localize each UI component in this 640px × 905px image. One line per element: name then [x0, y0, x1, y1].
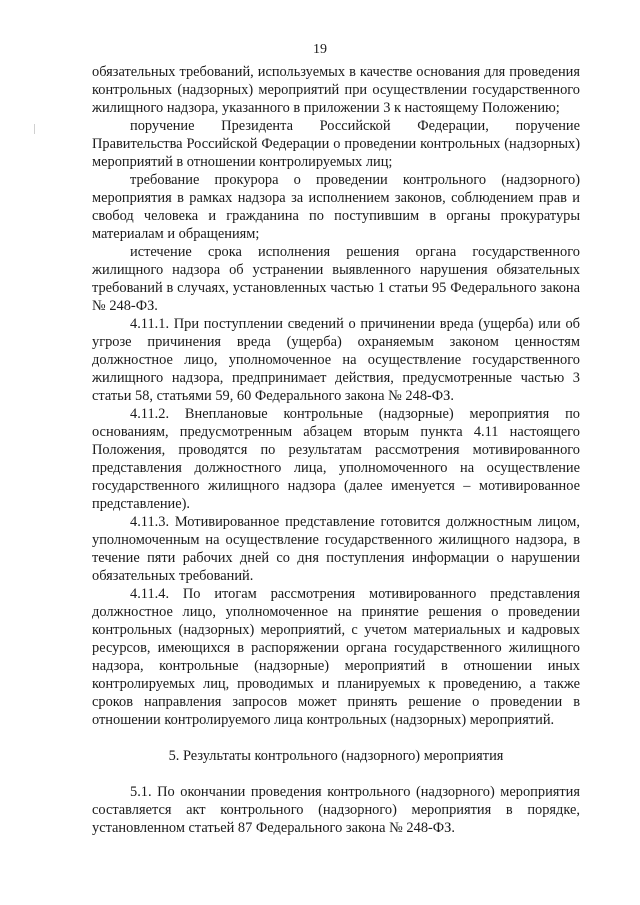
paragraph-4-11-3: 4.11.3. Мотивированное представление готовится должностным лицом, уполномоченным на осуществление государственного жилищного надзора, в течение пяти рабочих дней со дня поступления информации о нарушении обязательных требований.: [92, 514, 580, 584]
section-heading: 5. Результаты контрольного (надзорного) мероприятия: [168, 748, 504, 764]
document-body: [92, 63, 580, 837]
paragraph-4-11-4: 4.11.4. По итогам рассмотрения мотивированного представления должностное лицо, уполномоченное на принятие решения о проведении контрольных (надзорных) мероприятий, с учетом материальных и кадровых ресурсов, имеющихся в распоряжении органа государственного жилищного надзора, контрольные (надзорные) мероприятий в отношении иных контролируемых лиц, проводимых и планируемых к проведению, а также сроков направления запросов может принять решение о проведении в отношении контролируемого лица контрольных (надзорных) мероприятий.: [92, 586, 580, 728]
paragraph-prosecutor-demand: требование прокурора о проведении контрольного (надзорного) мероприятия в рамках надзора за исполнением законов, соблюдением прав и свобод человека и гражданина по поступившим в органы прокуратуры материалам и обращениям;: [92, 172, 580, 242]
margin-mark: [34, 124, 35, 134]
paragraph-4-11-2: 4.11.2. Внеплановые контрольные (надзорные) мероприятия по основаниям, предусмотренным абзацем вторым пункта 4.11 настоящего Положения, проводятся по результатам рассмотрения мотивированного представления должностного лица, уполномоченного на осуществление государственного жилищного надзора (далее именуется – мотивированное представление).: [92, 406, 580, 512]
page-number: 19: [313, 42, 327, 57]
paragraph-president-order: поручение Президента Российской Федерации, поручение Правительства Российской Федерации о проведении контрольных (надзорных) мероприятий в отношении контролируемых лиц;: [92, 118, 580, 170]
paragraph-deadline-expiry: истечение срока исполнения решения органа государственного жилищного надзора об устранении выявленного нарушения обязательных требований в случаях, установленных частью 1 статьи 95 Федерального закона № 248-ФЗ.: [92, 244, 580, 314]
paragraph-5-1: 5.1. По окончании проведения контрольного (надзорного) мероприятия составляется акт контрольного (надзорного) мероприятия в порядке, установленном статьей 87 Федерального закона № 248-ФЗ.: [92, 784, 580, 836]
paragraph-continuation: обязательных требований, используемых в качестве основания для проведения контрольных (надзорных) мероприятий при осуществлении государственного жилищного надзора, указанного в приложении 3 к настоящему Положению;: [92, 64, 580, 116]
paragraph-4-11-1: 4.11.1. При поступлении сведений о причинении вреда (ущерба) или об угрозе причинения вреда (ущерба) охраняемым законом ценностям должностное лицо, уполномоченное на осуществление государственного жилищного надзора, предпринимает действия, предусмотренные частью 3 статьи 58, статьями 59, 60 Федерального закона № 248-ФЗ.: [92, 316, 580, 404]
